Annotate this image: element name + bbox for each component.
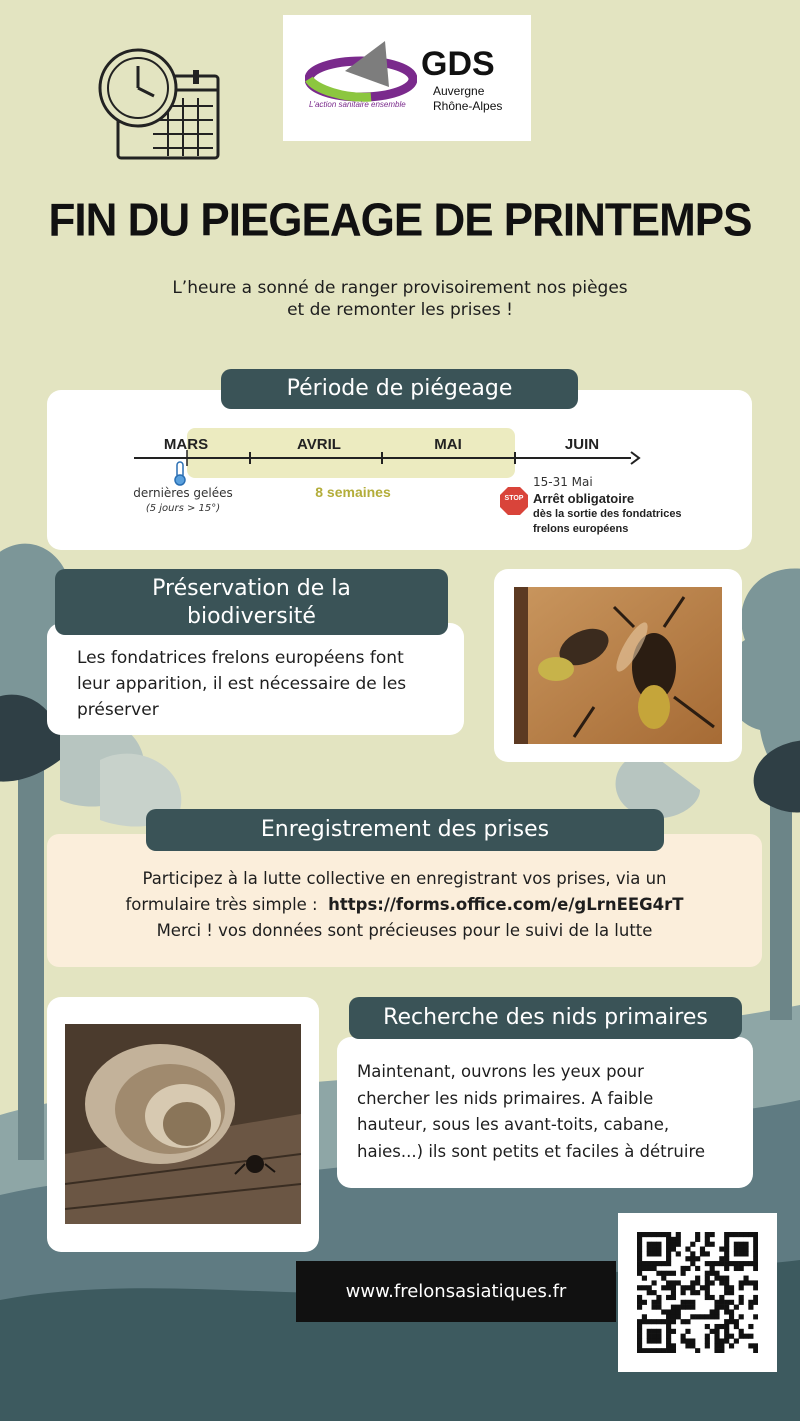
month-mars: MARS	[163, 436, 209, 453]
nest-photo-frame	[47, 997, 319, 1252]
subtitle-line-2: et de remonter les prises !	[287, 300, 513, 320]
frost-note: (5 jours > 15°)	[145, 503, 221, 514]
timeline-diagram	[47, 390, 752, 550]
biodiversity-heading-line-2: biodiversité	[187, 604, 316, 629]
qr-code-icon[interactable]	[637, 1232, 758, 1353]
biodiversity-heading-line-1: Préservation de la	[152, 576, 351, 601]
records-line-3: Merci ! vos données sont précieuses pour le suivi de la lutte	[156, 921, 653, 940]
nests-heading: Recherche des nids primaires	[349, 997, 742, 1039]
biodiversity-text	[77, 645, 406, 723]
thermometer-icon	[173, 460, 187, 486]
timeline-heading: Période de piégeage	[221, 369, 578, 409]
month-mai: MAI	[434, 436, 462, 453]
timeline-card	[47, 390, 752, 550]
stop-title: Arrêt obligatoire	[533, 491, 635, 506]
hornets-photo	[514, 587, 722, 744]
subtitle-line-1: L’heure a sonné de ranger provisoirement nos pièges	[172, 278, 628, 298]
biodiversity-heading	[55, 569, 448, 635]
logo-region-1: Auvergne	[433, 84, 485, 98]
qr-code-frame	[618, 1213, 777, 1372]
month-juin: JUIN	[564, 436, 600, 453]
hornets-photo-frame	[494, 569, 742, 762]
records-line-2-prefix: formulaire très simple :	[125, 895, 318, 914]
subtitle	[0, 277, 800, 321]
logo-card	[283, 15, 531, 141]
form-link[interactable]: https://forms.office.com/e/gLrnEEG4rT	[328, 895, 684, 914]
nests-text-line-2: chercher les nids primaires. A faible	[357, 1088, 654, 1108]
stop-date: 15-31 Mai	[533, 475, 593, 489]
nests-text-line-3: hauteur, sous les avant-toits, cabane,	[357, 1115, 670, 1134]
page-title: FIN DU PIEGEAGE DE PRINTEMPS	[48, 194, 752, 247]
calendar-clock-icon	[98, 48, 224, 162]
biodiversity-text-line-1: Les fondatrices frelons européens font	[77, 648, 404, 668]
biodiversity-text-line-2: leur apparition, il est nécessaire de les	[77, 674, 407, 694]
frost-label: dernières gelées	[133, 486, 233, 500]
stop-sign-label: STOP	[504, 495, 524, 502]
nests-text	[357, 1059, 705, 1165]
nests-text-line-4: haies...) ils sont petits et faciles à détruire	[357, 1141, 706, 1161]
duration-label: 8 semaines	[315, 484, 391, 500]
records-card	[47, 834, 762, 967]
month-avril: AVRIL	[297, 436, 341, 453]
stop-line-1: dès la sortie des fondatrices	[533, 508, 682, 520]
nests-text-line-1: Maintenant, ouvrons les yeux pour	[357, 1062, 644, 1081]
nests-card	[337, 1037, 753, 1188]
records-line-1: Participez à la lutte collective en enregistrant vos prises, via un	[142, 869, 667, 888]
logo-tagline: L'action sanitaire ensemble	[309, 100, 406, 109]
logo-brand: GDS	[421, 45, 495, 83]
biodiversity-card	[47, 623, 464, 735]
records-line-2	[47, 892, 762, 918]
biodiversity-text-line-3: préserver	[77, 700, 159, 720]
stop-line-2: frelons européens	[533, 523, 629, 535]
website-link[interactable]: www.frelonsasiatiques.fr	[296, 1261, 616, 1322]
records-heading: Enregistrement des prises	[146, 809, 664, 851]
records-text	[47, 866, 762, 944]
logo-region-2: Rhône-Alpes	[433, 99, 503, 113]
nest-photo	[65, 1024, 301, 1224]
